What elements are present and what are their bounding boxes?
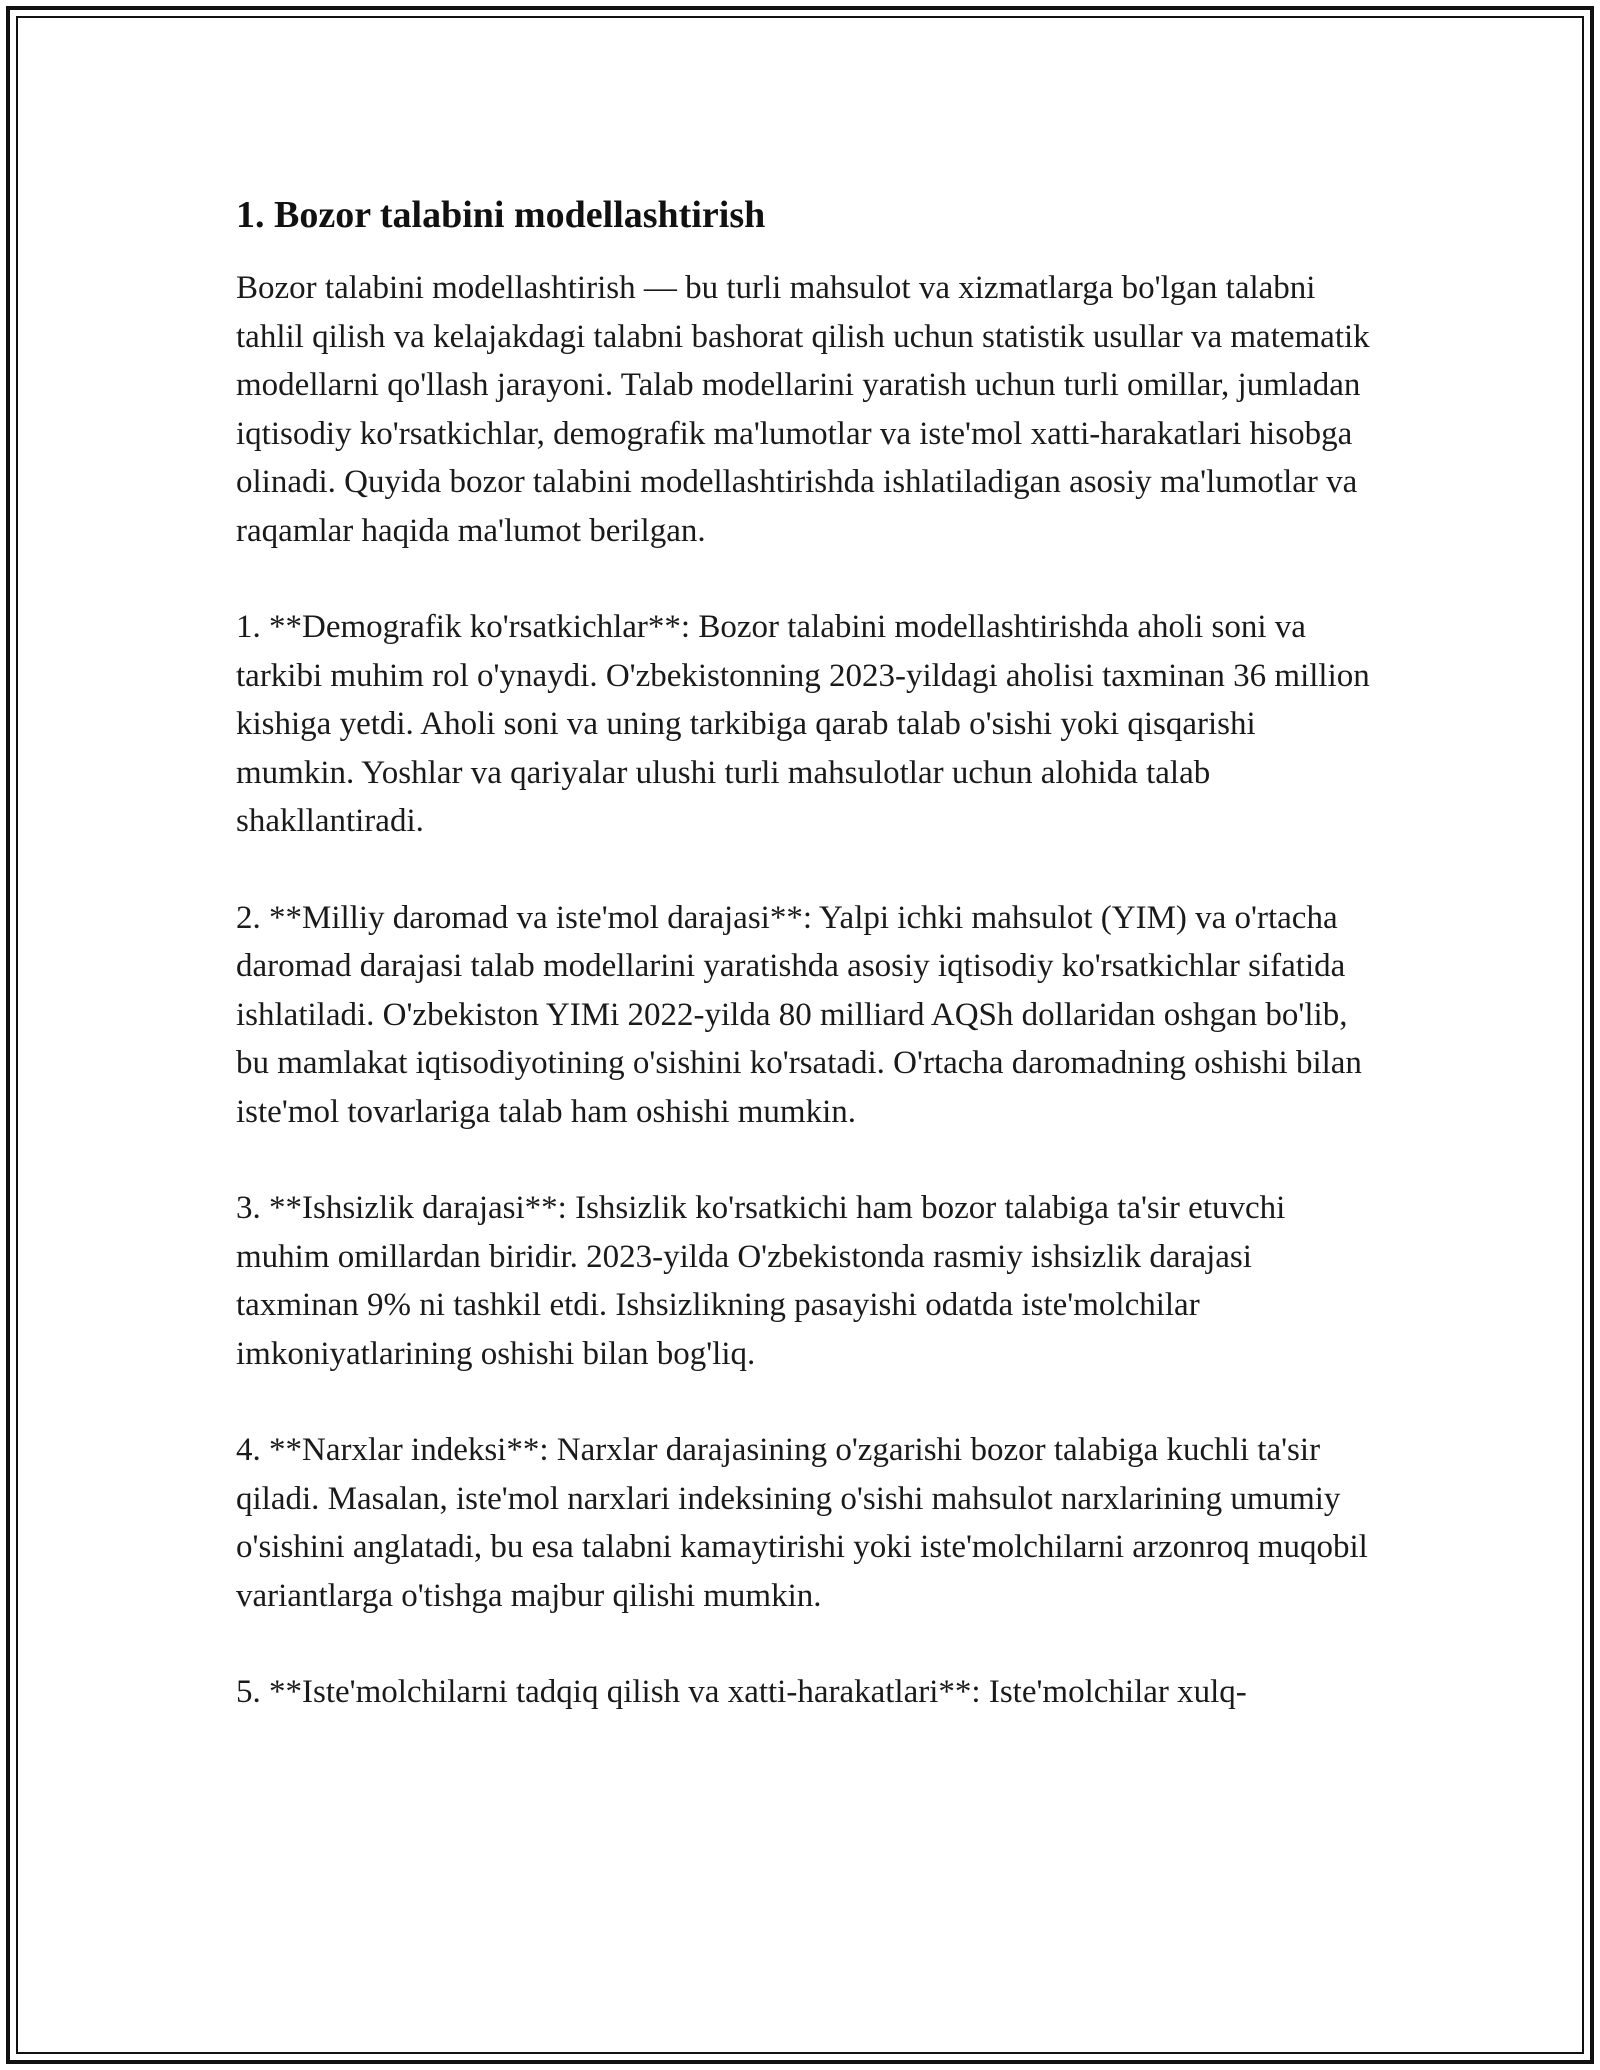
list-item-demografik: 1. **Demografik ko'rsatkichlar**: Bozor talabini modellashtirishda aholi soni va tarkibi muhim rol o'ynaydi. O'zbekistonning 2023-yildagi aholisi taxminan 36 million kishiga yetdi. Aholi soni va uning tarkibiga qarab talab o'sishi yoki qisqarishi mumkin. Yoshlar va qariyalar ulushi turli mahsulotlar uchun alohida talab shakllantiradi. <box>236 609 1370 839</box>
intro-paragraph: Bozor talabini modellashtirish — bu turli mahsulot va xizmatlarga bo'lgan talabni tahlil qilish va kelajakdagi talabni bashorat qilish uchun statistik usullar va matematik modellarni qo'llash jarayoni. Talab modellarini yaratish uchun turli omillar, jumladan iqtisodiy ko'rsatkichlar, demografik ma'lumotlar va iste'mol xatti-harakatlari hisobga olinadi. Quyida bozor talabini modellashtirishda ishlatiladigan asosiy ma'lumotlar va raqamlar haqida ma'lumot berilgan. <box>236 270 1370 549</box>
list-item-istemolchilar: 5. **Iste'molchilarni tadqiq qilish va xatti-harakatlari**: Iste'molchilar xulq- <box>236 1674 1247 1710</box>
list-item-milliy-daromad: 2. **Milliy daromad va iste'mol darajasi**: Yalpi ichki mahsulot (YIM) va o'rtacha daromad darajasi talab modellarini yaratishda asosiy iqtisodiy ko'rsatkichlar sifatida ishlatiladi. O'zbekiston YIMi 2022-yilda 80 milliard AQSh dollaridan oshgan bo'lib, bu mamlakat iqtisodiyotining o'sishini ko'rsatadi. O'rtacha daromadning oshishi bilan iste'mol tovarlariga talab ham oshishi mumkin. <box>236 899 1362 1130</box>
section-heading: 1. Bozor talabini modellashtirish <box>236 194 766 236</box>
list-item-ishsizlik: 3. **Ishsizlik darajasi**: Ishsizlik ko'rsatkichi ham bozor talabiga ta'sir etuvchi muhim omillardan biridir. 2023-yilda O'zbekistonda rasmiy ishsizlik darajasi taxminan 9% ni tashkil etdi. Ishsizlikning pasayishi odatda iste'molchilar imkoniyatlarining oshishi bilan bog'liq. <box>236 1190 1286 1372</box>
document-page <box>236 186 1376 1765</box>
list-item-narxlar-indeksi: 4. **Narxlar indeksi**: Narxlar darajasining o'zgarishi bozor talabiga kuchli ta'sir qiladi. Masalan, iste'mol narxlari indeksining o'sishi mahsulot narxlarining umumiy o'sishini anglatadi, bu esa talabni kamaytirishi yoki iste'molchilarni arzonroq muqobil variantlarga o'tishga majbur qilishi mumkin. <box>236 1432 1368 1614</box>
